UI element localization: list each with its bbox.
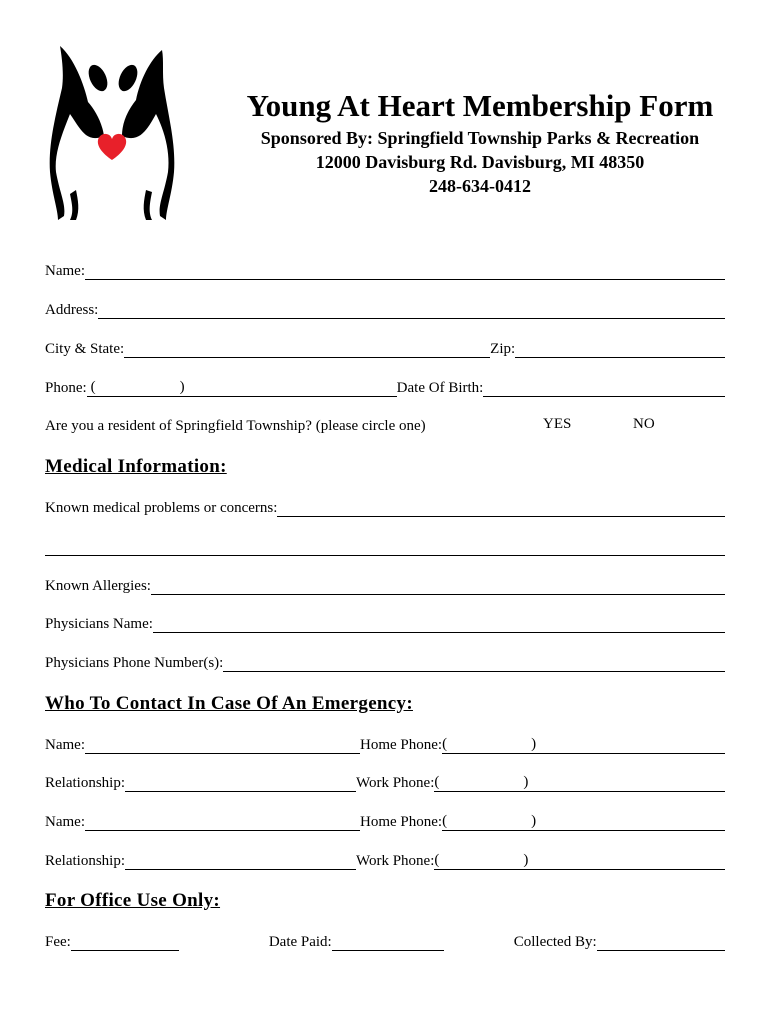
work-phone-paren-close-2: ): [523, 852, 529, 868]
phone-paren-open: (: [90, 379, 96, 395]
date-paid-field[interactable]: [332, 934, 444, 951]
emergency-name-field[interactable]: [85, 737, 360, 754]
work-phone-label-2: Work Phone:: [356, 853, 435, 869]
resident-no-option[interactable]: NO: [633, 416, 655, 432]
home-phone-field-2[interactable]: [442, 814, 725, 831]
medical-problems-label: Known medical problems or concerns:: [45, 500, 278, 516]
work-phone-label: Work Phone:: [356, 775, 435, 791]
resident-row: [45, 413, 725, 435]
medical-heading: Medical Information:: [45, 456, 227, 477]
home-phone-paren-close: ): [531, 736, 537, 752]
emergency-contact-1-row: [45, 732, 725, 754]
right-figure-head: [115, 62, 141, 94]
office-heading: For Office Use Only:: [45, 890, 221, 911]
resident-yes-option[interactable]: YES: [543, 416, 572, 432]
home-phone-label-2: Home Phone:: [359, 814, 443, 830]
address-row: [45, 297, 725, 319]
form-header: [225, 86, 735, 198]
relationship-label-2: Relationship:: [45, 853, 125, 869]
resident-question: Are you a resident of Springfield Township? (please circle one): [45, 418, 426, 434]
emergency-relationship-2-row: [45, 848, 725, 870]
zip-label: Zip:: [490, 341, 516, 357]
physician-phone-label: Physicians Phone Number(s):: [45, 655, 224, 671]
work-phone-paren-close: ): [523, 774, 529, 790]
name-row: [45, 258, 725, 280]
right-figure-leg: [144, 190, 152, 220]
physician-row: [45, 611, 725, 633]
left-figure-leg: [70, 190, 78, 220]
heart-icon: [98, 134, 126, 160]
emergency-relationship-1-row: [45, 770, 725, 792]
physician-label: Physicians Name:: [45, 616, 153, 632]
sponsor-phone: 248-634-0412: [429, 176, 531, 196]
physician-phone-field[interactable]: [223, 655, 725, 672]
city-zip-row: [45, 336, 725, 358]
fee-field[interactable]: [71, 934, 179, 951]
emergency-name-label: Name:: [45, 737, 85, 753]
relationship-field-2[interactable]: [125, 853, 356, 870]
address-label: Address:: [45, 302, 99, 318]
medical-problems-row-2: [45, 534, 725, 556]
physician-phone-row: [45, 650, 725, 672]
young-at-heart-logo: [40, 44, 190, 224]
work-phone-field-2[interactable]: [434, 853, 725, 870]
sponsor-line: Sponsored By: Springfield Township Parks & Recreation: [260, 128, 700, 148]
office-row: [45, 929, 725, 951]
name-label: Name:: [45, 263, 85, 279]
emergency-heading: Who To Contact In Case Of An Emergency:: [45, 693, 413, 714]
home-phone-paren-open-2: (: [442, 813, 448, 829]
zip-field[interactable]: [515, 341, 725, 358]
relationship-field[interactable]: [125, 775, 356, 792]
dob-label: Date Of Birth:: [396, 380, 484, 396]
home-phone-label: Home Phone:: [359, 737, 443, 753]
emergency-name-field-2[interactable]: [85, 814, 360, 831]
date-paid-label: Date Paid:: [268, 934, 332, 950]
work-phone-paren-open-2: (: [434, 852, 440, 868]
city-state-field[interactable]: [124, 341, 490, 358]
emergency-name-label-2: Name:: [45, 814, 85, 830]
home-phone-paren-close-2: ): [531, 813, 537, 829]
dob-field[interactable]: [483, 380, 725, 397]
collected-by-field[interactable]: [597, 934, 725, 951]
medical-problems-field-2[interactable]: [45, 539, 725, 556]
fee-label: Fee:: [45, 934, 71, 950]
allergies-row: [45, 573, 725, 595]
allergies-label: Known Allergies:: [45, 578, 151, 594]
home-phone-paren-open: (: [442, 736, 448, 752]
work-phone-paren-open: (: [434, 774, 440, 790]
work-phone-field[interactable]: [434, 775, 725, 792]
phone-field[interactable]: [87, 380, 397, 397]
form-title: Young At Heart Membership Form: [246, 88, 714, 123]
phone-label: Phone:: [45, 380, 87, 396]
allergies-field[interactable]: [151, 578, 725, 595]
phone-paren-close: ): [179, 379, 185, 395]
city-state-label: City & State:: [45, 341, 125, 357]
physician-field[interactable]: [153, 616, 725, 633]
relationship-label: Relationship:: [45, 775, 125, 791]
medical-problems-row: [45, 495, 725, 517]
left-figure-head: [85, 62, 111, 94]
phone-dob-row: [45, 375, 725, 397]
sponsor-address: 12000 Davisburg Rd. Davisburg, MI 48350: [315, 152, 645, 172]
home-phone-field[interactable]: [442, 737, 725, 754]
address-field[interactable]: [98, 302, 725, 319]
emergency-contact-2-row: [45, 809, 725, 831]
collected-by-label: Collected By:: [513, 934, 597, 950]
medical-problems-field[interactable]: [277, 500, 725, 517]
name-field[interactable]: [85, 263, 725, 280]
